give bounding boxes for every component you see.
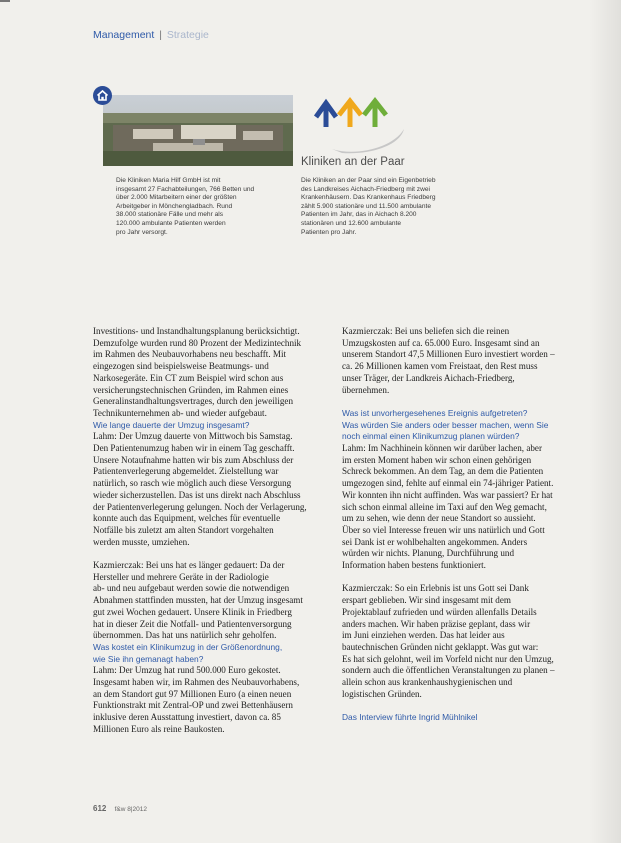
caption-line: Patienten im Jahr, das in Aichach 8.200 — [301, 211, 417, 219]
text-line: Was ist unvorhergesehenes Ereignis aufgetreten? — [342, 407, 528, 418]
text-line: natürlich, so rasch wie möglich auch diese Versorgung — [93, 478, 292, 489]
text-line: Demzufolge wurden rund 80 Prozent der Medizintechnik — [93, 337, 302, 348]
text-line: konnte auch das Equipment, welches für eventuelle — [93, 513, 281, 524]
text-line: Abnahmen stattfinden mussten, hat der Umzug insgesamt — [93, 595, 303, 606]
header-separator: | — [159, 29, 162, 41]
text-line: logistischen Gründen. — [342, 688, 422, 699]
text-line: Den Patientenumzug haben wir in einem Tag geschafft. — [93, 443, 295, 454]
crop-mark — [0, 0, 10, 2]
page-header — [93, 29, 209, 41]
paragraph — [342, 443, 587, 572]
page-number: 612 — [93, 804, 107, 813]
text-line: Unsere Notaufnahme hatten wir bis zum Abschluss der — [93, 454, 294, 465]
text-line: Generalinstandhaltungsvertrages, durch den jeweiligen — [93, 396, 293, 407]
home-icon — [93, 86, 112, 105]
text-line: bautechnischen Gründen nicht geklappt. Was gut war: — [342, 641, 539, 652]
text-line: inklusive deren Ausstattung investiert, davon ca. 85 — [93, 712, 281, 723]
caption-right — [301, 177, 501, 237]
text-line: Wie lange dauerte der Umzug insgesamt? — [93, 419, 250, 430]
paragraph — [342, 326, 587, 396]
caption-line: 120.000 ambulante Patienten werden — [116, 219, 226, 227]
text-line: noch einmal einen Klinikumzug planen würden? — [342, 431, 520, 442]
paragraph-gap — [342, 396, 587, 408]
logo-wordmark: Kliniken an der Paar — [301, 156, 405, 168]
text-line: ab- und neu aufgebaut werden sowie die notwendigen — [93, 583, 290, 594]
interview-question — [342, 408, 587, 443]
text-line: Kazmierczak: Bei uns hat es länger gedauert: Da der — [93, 560, 285, 571]
text-line: umgezogen sind, fehlte auf einmal ein 74-jähriger Patient. — [342, 478, 554, 489]
interview-question — [93, 642, 338, 665]
interview-question — [93, 420, 338, 432]
paragraph — [93, 431, 338, 548]
text-line: versicherungstechnischen Gründen, im Rahmen eines — [93, 384, 289, 395]
text-line: Lahm: Der Umzug dauerte von Mittwoch bis Samstag. — [93, 431, 293, 442]
text-line: Projektablauf zufrieden und würden allenfalls Details — [342, 606, 537, 617]
magazine-issue: f&w 8|2012 — [114, 806, 147, 813]
text-line: Technikunternehmen ab- und wieder aufgebaut. — [93, 407, 267, 418]
text-line: ca. 26 Millionen kamen vom Freistaat, den Rest muss — [342, 361, 538, 372]
caption-line: des Landkreises Aichach-Friedberg mit zwei — [301, 185, 431, 193]
text-line: wie Sie ihn gemanagt haben? — [93, 653, 204, 664]
text-line: gut zwei Wochen gedauert. Unsere Klinik in Friedberg — [93, 606, 292, 617]
text-line: Information haben bestens funktioniert. — [342, 560, 486, 571]
caption-line: Krankenhäusern. Das Krankenhaus Friedberg — [301, 194, 436, 202]
caption-line: Patienten pro Jahr. — [301, 228, 357, 236]
text-line: unserem Standort 47,5 Millionen Euro investiert worden – — [342, 349, 555, 360]
text-line: würden wir nichts. Planung, Durchführung und — [342, 548, 514, 559]
section-title: Management — [93, 29, 155, 41]
text-line: sich schon einmal alleine im Taxi auf den Weg gemacht, — [342, 501, 547, 512]
caption-line: stationären und 12.600 ambulante — [301, 219, 402, 227]
text-line: Es hat sich gelohnt, weil im Vorfeld nicht nur den Umzug, — [342, 653, 554, 664]
text-line: an dem Standort gut 97 Millionen Euro (a einen neuen — [93, 688, 292, 699]
text-line: sondern auch die öffentlichen Veranstaltungen zu planen – — [342, 665, 555, 676]
text-line: übernommen. Das hat uns natürlich sehr geholfen. — [93, 630, 277, 641]
paragraph-gap — [93, 548, 338, 560]
text-line: Patientenverlegerung abgemeldet. Zielstellung war — [93, 466, 279, 477]
text-line: Was würden Sie anders oder besser machen, wenn Sie — [342, 419, 549, 430]
text-line: der Patientenverlegerung gelungen. Noch der Verlagerung, — [93, 501, 307, 512]
text-line: im Rahmen des Neubauvorhabens neu beschafft. Mit — [93, 349, 287, 360]
caption-line: insgesamt 27 Fachabteilungen, 766 Betten und — [116, 185, 255, 193]
caption-left — [116, 177, 301, 237]
text-line: Millionen Euro als reine Baukosten. — [93, 723, 225, 734]
paragraph — [93, 665, 338, 735]
caption-line: 38.000 stationäre Fälle und mehr als — [116, 211, 224, 219]
paragraph — [93, 560, 338, 642]
text-line: Kazmierczak: Bei uns beliefen sich die reinen — [342, 326, 510, 336]
text-line: wieder sicherzustellen. Das ist uns direkt nach Abschluss — [93, 489, 301, 500]
caption-line: Arbeitgeber in Mönchengladbach. Rund — [116, 202, 233, 210]
page-edge-shade — [589, 0, 621, 843]
text-line: Schreck bekommen. An dem Tag, an dem die Patienten — [342, 466, 544, 477]
paragraph — [342, 583, 587, 700]
text-line: anders machen. Wir haben präzise geplant, dass wir — [342, 618, 531, 629]
paragraph-gap — [342, 572, 587, 584]
text-line: Lahm: Im Nachhinein können wir darüber lachen, aber — [342, 443, 542, 454]
text-line: werden musste, umziehen. — [93, 536, 190, 547]
caption-line: pro Jahr versorgt. — [116, 228, 168, 236]
caption-line: Die Kliniken an der Paar sind ein Eigenbetrieb — [301, 177, 436, 184]
text-line: hat in dieser Zeit die Notfall- und Patientenversorgung — [93, 618, 292, 629]
paragraph — [93, 326, 338, 420]
subsection-title: Strategie — [166, 29, 209, 41]
text-line: erspart geblieben. Wir sind insgesamt mit dem — [342, 595, 511, 606]
text-line: Wir konnten ihn nicht auffinden. Was war passiert? Er hat — [342, 489, 553, 500]
text-line: Kazmierczak: So ein Erlebnis ist uns Gott sei Dank — [342, 583, 529, 594]
text-line: sei Dank ist er wohlbehalten angekommen. Anders — [342, 536, 528, 547]
text-line: unser Träger, der Landkreis Aichach-Friedberg, — [342, 372, 515, 383]
text-line: Lahm: Der Umzug hat rund 500.000 Euro gekostet. — [93, 665, 281, 676]
paragraph-gap — [342, 700, 587, 712]
text-line: Narkosegeräte. Ein CT zum Beispiel wird schon aus — [93, 372, 284, 383]
text-line: um zu sehen, wie denn der neue Standort so aussieht. — [342, 513, 536, 524]
hospital-aerial-photo — [103, 95, 293, 166]
text-line: Das Interview führte Ingrid Mühlnikel — [342, 712, 478, 723]
text-line: allein schon aus krankenhaushygienischen und — [342, 677, 513, 688]
caption-line: zählt 5.900 stationäre und 11.500 ambulante — [301, 202, 432, 210]
text-line: Notfälle bis zuletzt am alten Standort vorgehalten — [93, 524, 274, 535]
page-footer — [93, 804, 147, 813]
text-line: Was kostet ein Klinikumzug in der Größenordnung, — [93, 641, 283, 652]
text-line: Hersteller und mehrere Geräte in der Radiologie — [93, 571, 269, 582]
caption-line: über 2.000 Mitarbeitern einer der größten — [116, 194, 237, 202]
text-line: übernehmen. — [342, 384, 390, 395]
text-line: Umzugskosten auf ca. 65.000 Euro. Insgesamt sind an — [342, 337, 540, 348]
text-line: im Juni einziehen werden. Das hat leider aus — [342, 630, 505, 641]
article-column-right — [342, 326, 587, 724]
text-line: Insgesamt haben wir, im Rahmen des Neubauvorhabens, — [93, 677, 300, 688]
article-column-left — [93, 326, 338, 736]
interview-credit — [342, 712, 587, 724]
text-line: eingezogen sind beispielsweise Beatmungs- und — [93, 361, 269, 372]
kliniken-logo-mark — [312, 93, 406, 155]
text-line: Funktionstrakt mit Zentral-OP und zwei Bettenhäusern — [93, 700, 293, 711]
text-line: Investitions- und Instandhaltungsplanung berücksichtigt. — [93, 326, 300, 336]
text-line: Über so viel Interesse freuen wir uns natürlich und Gott — [342, 524, 545, 535]
text-line: im ersten Moment haben wir schon einen gehörigen — [342, 454, 532, 465]
caption-line: Die Kliniken Maria Hilf GmbH ist mit — [116, 177, 221, 184]
